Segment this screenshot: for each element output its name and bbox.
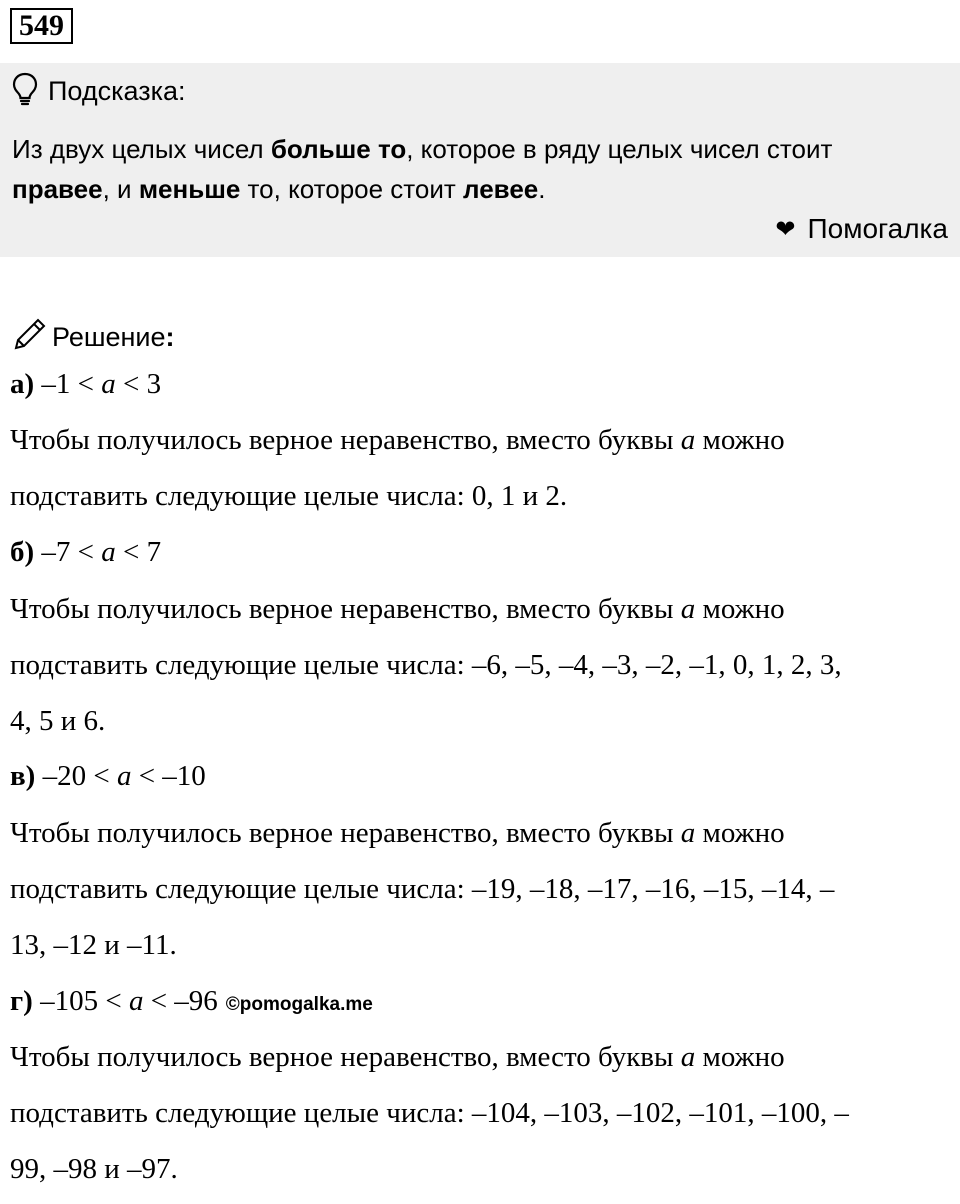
hint-text-part: . — [538, 174, 546, 204]
pencil-icon — [12, 316, 52, 359]
text-part: Чтобы получилось верное неравенство, вместо буквы — [10, 817, 681, 849]
item-a-inequality — [10, 368, 161, 401]
item-label: г) — [10, 985, 33, 1017]
item-b-text-3: 4, 5 и 6. — [10, 705, 106, 737]
inequality-part: < –96 — [143, 985, 218, 1017]
heart-icon: ❤ — [775, 215, 796, 243]
task-number: 549 — [10, 8, 73, 44]
hint-box — [0, 63, 960, 257]
variable: a — [116, 760, 132, 792]
text-part: можно — [695, 817, 785, 849]
inequality-part: < 7 — [115, 536, 162, 568]
item-v-text-2: подставить следующие целые числа: –19, –18, –17, –16, –15, –14, – — [10, 873, 835, 905]
lightbulb-icon — [12, 72, 48, 111]
variable: a — [680, 817, 696, 849]
variable: a — [101, 536, 116, 568]
item-b-inequality — [10, 536, 161, 569]
text-part: Чтобы получилось верное неравенство, вместо буквы — [10, 424, 681, 456]
hint-title: Подсказка: — [48, 75, 186, 106]
variable: a — [101, 368, 116, 400]
inequality-part: –7 < — [34, 536, 102, 568]
variable: a — [128, 985, 144, 1017]
item-label: б) — [10, 536, 35, 568]
item-g-inequality — [10, 985, 373, 1018]
item-g-text-3: 99, –98 и –97. — [10, 1153, 178, 1185]
variable: a — [680, 593, 696, 625]
item-a-text-1 — [10, 424, 785, 457]
hint-emphasis: меньше — [138, 174, 241, 204]
item-b-text-1 — [10, 593, 785, 626]
hint-emphasis: правее — [12, 174, 103, 204]
text-part: можно — [695, 1041, 785, 1073]
item-v-text-3: 13, –12 и –11. — [10, 929, 177, 961]
solution-title: Решение — [52, 322, 166, 352]
item-g-text-2: подставить следующие целые числа: –104, –103, –102, –101, –100, – — [10, 1097, 849, 1129]
inequality-part: < –10 — [131, 760, 206, 792]
inequality-part: < 3 — [115, 368, 162, 400]
inequality-part: –20 < — [35, 760, 117, 792]
item-g-text-1 — [10, 1041, 785, 1074]
item-v-text-1 — [10, 817, 785, 850]
hint-text-part: , которое в ряду целых чисел стоит — [406, 134, 833, 164]
text-part: Чтобы получилось верное неравенство, вместо буквы — [10, 1041, 681, 1073]
inequality-part: –1 < — [34, 368, 102, 400]
hint-emphasis: больше то — [270, 134, 407, 164]
variable: a — [680, 424, 696, 456]
item-label: в) — [10, 760, 36, 792]
inequality-part: –105 < — [32, 985, 129, 1017]
hint-text-part: Из двух целых чисел — [12, 134, 271, 164]
text-part: можно — [695, 424, 785, 456]
item-label: а) — [10, 368, 35, 400]
hint-header — [12, 73, 186, 109]
solution-header — [12, 316, 175, 359]
watermark-text: ©pomogalka.me — [225, 994, 373, 1015]
item-v-inequality — [10, 760, 206, 793]
brand-link[interactable] — [775, 213, 948, 245]
variable: a — [680, 1041, 696, 1073]
text-part: Чтобы получилось верное неравенство, вместо буквы — [10, 593, 681, 625]
hint-text-part: то, которое стоит — [240, 174, 464, 204]
hint-text-part: , и — [102, 174, 139, 204]
brand-label: Помогалка — [807, 213, 948, 244]
item-a-text-2: подставить следующие целые числа: 0, 1 и 2. — [10, 480, 568, 512]
solution-colon: : — [165, 322, 175, 352]
hint-text — [12, 129, 942, 209]
hint-emphasis: левее — [463, 174, 539, 204]
text-part: можно — [695, 593, 785, 625]
item-b-text-2: подставить следующие целые числа: –6, –5, –4, –3, –2, –1, 0, 1, 2, 3, — [10, 649, 842, 681]
